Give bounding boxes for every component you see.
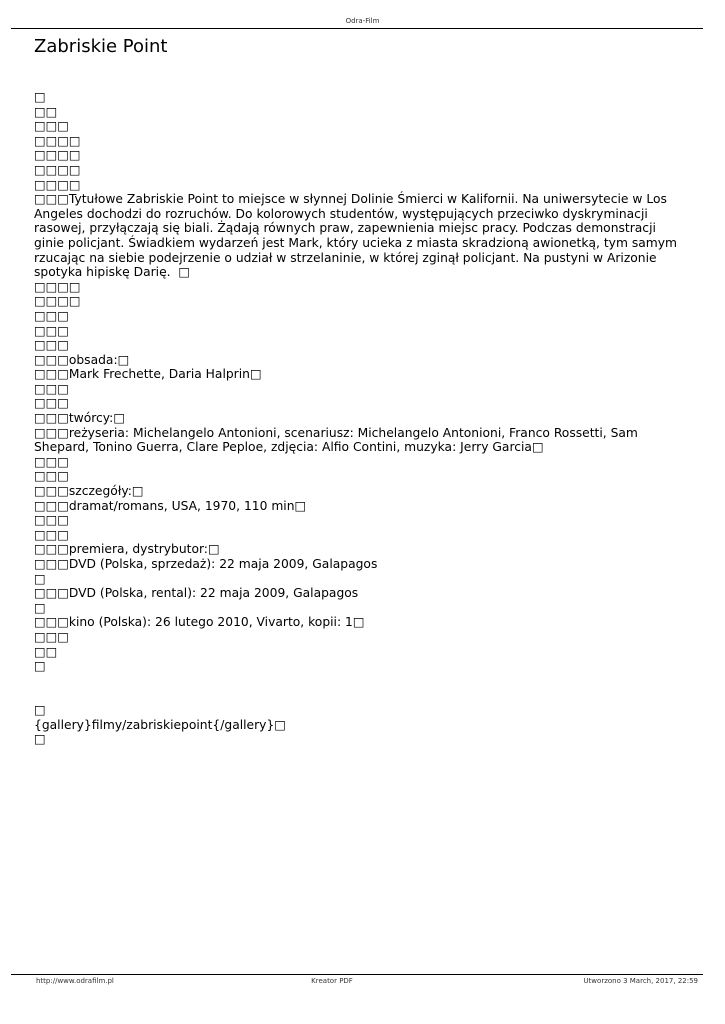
header-divider <box>11 28 703 29</box>
text-line: □ <box>34 90 46 104</box>
crew-heading: □□□twórcy:□ <box>34 411 125 426</box>
text-line: □□□ <box>34 381 69 396</box>
text-line: □□□ <box>34 469 69 484</box>
text-line: □ <box>34 702 46 717</box>
text-line: □□ <box>34 644 58 659</box>
cast-value: □□□Mark Frechette, Daria Halprin□ <box>34 367 262 382</box>
release-item: □□□kino (Polska): 26 lutego 2010, Vivarto, kopii: 1□ <box>34 615 365 630</box>
text-line: □ <box>34 600 46 615</box>
details-value: □□□dramat/romans, USA, 1970, 110 min□ <box>34 498 307 513</box>
text-line: □□□ <box>34 323 69 338</box>
text-line: □□□□ <box>34 148 81 163</box>
page-title: Zabriskie Point <box>34 36 168 57</box>
blank-line <box>34 688 682 703</box>
text-line: □□□ <box>34 454 69 469</box>
cast-heading: □□□obsada:□ <box>34 352 130 367</box>
text-line: □□□ <box>34 527 69 542</box>
text-line: □□□□ <box>34 279 81 294</box>
text-line: □□□ <box>34 629 69 644</box>
footer-generator: Kreator PDF <box>311 977 353 985</box>
text-line: □□□□ <box>34 177 81 192</box>
release-item: □□□DVD (Polska, sprzedaż): 22 maja 2009, Galapagos <box>34 557 378 571</box>
text-line: □□□ <box>34 308 69 323</box>
text-line: □ <box>34 732 46 747</box>
text-line: □□□□ <box>34 294 81 309</box>
gallery-tag: {gallery}filmy/zabriskiepoint{/gallery}□ <box>34 717 286 732</box>
footer-url-link[interactable]: http://www.odrafilm.pl <box>36 977 114 985</box>
details-heading: □□□szczegóły:□ <box>34 484 144 499</box>
release-heading: □□□premiera, dystrybutor:□ <box>34 542 220 557</box>
text-line: □□□ <box>34 396 69 411</box>
text-line: □□□ <box>34 119 69 134</box>
text-line: □ <box>34 571 46 586</box>
blank-line <box>34 674 682 689</box>
footer-created-date: Utworzono 3 March, 2017, 22:59 <box>583 977 698 985</box>
release-item: □□□DVD (Polska, rental): 22 maja 2009, Galapagos <box>34 586 359 601</box>
synopsis-paragraph: □□□Tytułowe Zabriskie Point to miejsce w słynnej Dolinie Śmierci w Kalifornii. Na uniwersytecie w Los Angeles dochodzi do rozruchów. Do kolorowych studentów, występujących przeciwko dyskryminacji rasowej, przyłączają się biali. Żądają równych praw, zapewnienia miejsc pracy. Podczas demonstracji ginie policjant. Świadkiem wydarzeń jest Mark, który ucieka z miasta skradzioną awionetką, tym samym rzucając na siebie podejrzenie o udział w strzelaninie, w której zginął policjant. Na pustyni w Arizonie spotyka hipiskę Darię. □ <box>34 192 681 280</box>
footer-divider <box>11 974 703 975</box>
crew-value: □□□reżyseria: Michelangelo Antonioni, scenariusz: Michelangelo Antonioni, Franco Rossetti, Sam Shepard, Tonino Guerra, Clare Peploe, zdjęcia: Alfio Contini, muzyka: Jerry Garcia□ <box>34 425 642 455</box>
page-header-site-name: Odra-Film <box>345 17 380 25</box>
document-body <box>34 90 682 747</box>
text-line: □□□ <box>34 338 69 353</box>
text-line: □□ <box>34 104 58 119</box>
text-line: □□□□ <box>34 133 81 148</box>
text-line: □□□ <box>34 513 69 528</box>
text-line: □□□□ <box>34 162 81 177</box>
text-line: □ <box>34 659 46 674</box>
